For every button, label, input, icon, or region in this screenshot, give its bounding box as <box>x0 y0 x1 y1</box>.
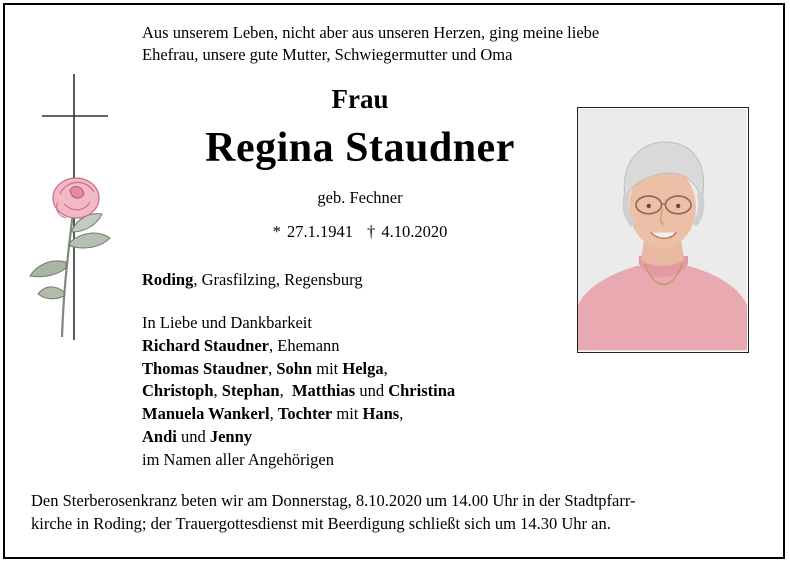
mourner-name: Thomas Staudner <box>142 358 269 378</box>
deceased-name: Regina Staudner <box>205 125 515 171</box>
mourner-name: Richard Staudner <box>142 335 269 355</box>
mourners-block <box>142 312 455 472</box>
mourner-line <box>142 449 455 472</box>
mourner-name: Helga <box>342 358 384 378</box>
mourner-text: und <box>176 426 210 446</box>
mourner-line <box>142 358 455 381</box>
intro-line-1: Aus unserem Leben, nicht aber aus unseren Herzen, ging meine liebe <box>142 23 600 42</box>
mourner-name: Tochter <box>277 404 333 424</box>
mourner-text: , <box>383 358 388 378</box>
mourner-line <box>142 335 455 358</box>
honorific: Frau <box>331 84 389 114</box>
service-line-1: Den Sterberosenkranz beten wir am Donnerstag, 8.10.2020 um 14.00 Uhr in der Stadtpfarr- <box>31 491 636 510</box>
mourner-name: Sohn <box>276 358 313 378</box>
thanks-line: In Liebe und Dankbarkeit <box>142 313 312 332</box>
mourner-list <box>142 335 455 472</box>
mourner-text: , <box>399 404 404 424</box>
place-rest: , Grasfilzing, Regensburg <box>193 270 363 289</box>
death-date: † 4.10.2020 <box>367 222 448 241</box>
mourner-line <box>142 380 455 403</box>
service-text <box>31 490 751 535</box>
mourner-line <box>142 426 455 449</box>
mourner-text: mit <box>312 358 343 378</box>
mourner-text: , <box>269 404 278 424</box>
mourner-text: , <box>268 358 277 378</box>
mourner-name: Christoph <box>142 381 214 401</box>
birth-name: geb. Fechner <box>317 188 403 207</box>
mourner-name: Stephan <box>221 381 280 401</box>
mourner-text: im Namen aller Angehörigen <box>142 449 334 469</box>
mourner-name: Matthias <box>291 381 356 401</box>
birth-date: * 27.1.1941 <box>272 222 353 241</box>
service-line-2: kirche in Roding; der Trauergottesdienst mit Beerdigung schließt sich um 14.30 Uhr an. <box>31 513 611 533</box>
life-dates <box>142 222 578 242</box>
mourner-text: , <box>279 381 292 401</box>
mourner-text: mit <box>332 404 363 424</box>
mourner-text: , <box>213 381 222 401</box>
mourner-name: Manuela Wankerl <box>142 404 270 424</box>
mourner-name: Christina <box>388 381 456 401</box>
mourner-name: Hans <box>362 404 400 424</box>
mourner-name: Jenny <box>209 426 253 446</box>
mourner-text: , Ehemann <box>268 335 340 355</box>
places <box>142 270 363 290</box>
mourner-line <box>142 403 455 426</box>
mourner-text: und <box>355 381 389 401</box>
portrait-photo <box>577 107 749 353</box>
intro-text <box>142 22 599 66</box>
portrait-image <box>578 108 747 351</box>
intro-line-2: Ehefrau, unsere gute Mutter, Schwiegermutter und Oma <box>142 45 513 64</box>
place-primary: Roding <box>142 270 194 289</box>
cross-with-rose-icon <box>28 72 128 342</box>
mourner-name: Andi <box>142 426 177 446</box>
